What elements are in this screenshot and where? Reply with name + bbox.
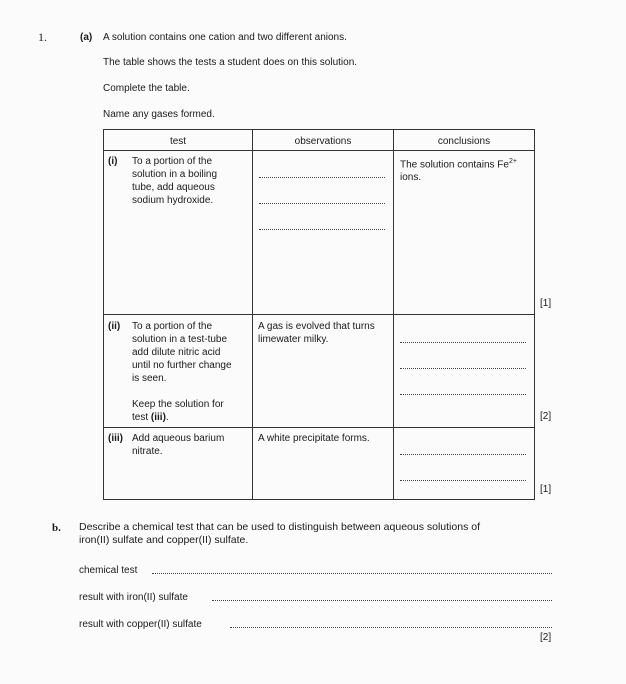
header-conclusions: conclusions — [437, 136, 491, 147]
answer-label-iron: result with iron(II) sulfate — [79, 592, 188, 603]
answer-label-copper: result with copper(II) sulfate — [79, 619, 202, 630]
row-ii-observation: A gas is evolved that turns limewater milky. — [258, 321, 375, 345]
row-iii-number: (iii) — [108, 433, 123, 444]
row-i-observation-line-1[interactable] — [259, 177, 385, 178]
row-i-observation-line-3[interactable] — [259, 229, 385, 230]
row-ii-conclusion-line-3[interactable] — [400, 394, 526, 395]
answer-line-copper[interactable] — [230, 627, 552, 628]
part-b-label: b. — [52, 522, 61, 534]
part-b-mark: [2] — [540, 632, 552, 643]
row-i-number: (i) — [108, 156, 118, 167]
row-ii-mark: [2] — [540, 411, 552, 422]
header-observations: observations — [294, 136, 352, 147]
row-iii-conclusion-line-1[interactable] — [400, 454, 526, 455]
part-a-line3: Complete the table. — [103, 83, 190, 94]
row-i-observation-line-2[interactable] — [259, 203, 385, 204]
row-iii-conclusion-line-2[interactable] — [400, 480, 526, 481]
row-i-conclusion: The solution contains $Fe^{2+}$ ions. — [400, 158, 517, 184]
row-iii-observation: A white precipitate forms. — [258, 433, 370, 444]
header-test: test — [169, 136, 187, 147]
row-ii-test: To a portion of the solution in a test-tube add dilute nitric acid until no further change is seen. Keep the solution for test (iii). — [132, 321, 232, 423]
row-i-test: To a portion of the solution in a boiling tube, add aqueous sodium hydroxide. — [132, 156, 218, 206]
row-ii-conclusion-line-2[interactable] — [400, 368, 526, 369]
row-ii-conclusion-line-1[interactable] — [400, 342, 526, 343]
answer-label-chemical-test: chemical test — [79, 565, 138, 576]
row-ii-number: (ii) — [108, 321, 121, 332]
answer-line-chemical-test[interactable] — [152, 573, 552, 574]
part-a-line2: The table shows the tests a student does on this solution. — [103, 57, 358, 68]
answer-line-iron[interactable] — [212, 600, 552, 601]
row-iii-test: Add aqueous barium nitrate. — [132, 433, 225, 457]
question-number: 1. — [38, 30, 47, 44]
part-a-line4: Name any gases formed. — [103, 109, 215, 120]
row-iii-mark: [1] — [540, 484, 552, 495]
part-a-label: (a) — [80, 32, 93, 43]
row-i-mark: [1] — [540, 298, 552, 309]
part-b-prompt: Describe a chemical test that can be used to distinguish between aqueous solutions of iron(II) sulfate and copper(II) sulfate. — [79, 521, 480, 546]
part-a-intro: A solution contains one cation and two different anions. — [103, 32, 347, 43]
